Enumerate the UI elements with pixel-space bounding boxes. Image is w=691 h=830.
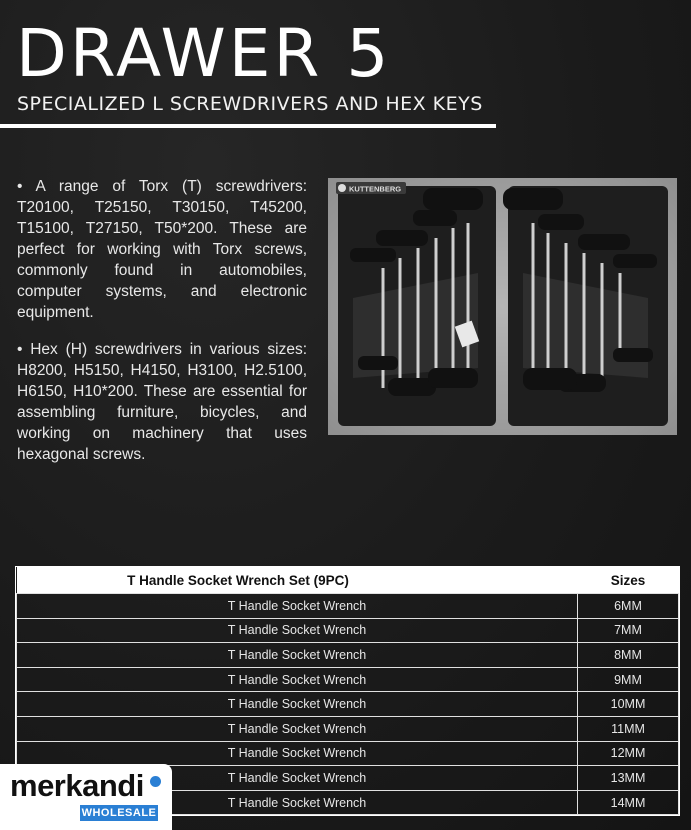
size-cell: 6MM [578,594,679,619]
table-row [17,692,679,717]
title-divider [0,124,496,128]
item-cell: T Handle Socket Wrench [17,790,578,815]
item-cell: T Handle Socket Wrench [17,692,578,717]
size-cell: 13MM [578,766,679,791]
table-row [17,667,679,692]
torx-description: • A range of Torx (T) screwdrivers: T20100, T25150, T30150, T45200, T15100, T27150, T50*200. These are perfect for working with Torx screws, commonly found in automobiles, computer systems, and electronic equipment. [17,178,307,321]
watermark-dot-icon [150,776,161,787]
brand-label: KUTTENBERG [349,184,402,194]
size-cell: 10MM [578,692,679,717]
table-row [17,643,679,668]
table-header-row [17,567,679,594]
watermark-name: merkandi [10,768,144,803]
page-subtitle: SPECIALIZED L SCREWDRIVERS AND HEX KEYS [17,93,483,115]
size-cell: 14MM [578,790,679,815]
item-cell: T Handle Socket Wrench [17,594,578,619]
item-cell: T Handle Socket Wrench [17,716,578,741]
tool-tray-illustration [328,178,677,435]
table-row [17,741,679,766]
table-row [17,618,679,643]
watermark-badge: WHOLESALE [81,807,157,819]
size-cell: 9MM [578,667,679,692]
column-header-sizes: Sizes [578,567,679,594]
table-row [17,716,679,741]
size-cell: 8MM [578,643,679,668]
item-cell: T Handle Socket Wrench [17,643,578,668]
table-row [17,594,679,619]
size-cell: 7MM [578,618,679,643]
merkandi-watermark [0,764,172,830]
size-cell: 12MM [578,741,679,766]
description [17,176,307,481]
hex-description: • Hex (H) screwdrivers in various sizes: H8200, H5150, H4150, H3100, H2.5100, H6150, H10*200. These are essential for assembling furniture, bicycles, and working on machinery that uses hexagonal screws. [17,341,307,463]
page-title: DRAWER 5 [16,15,392,92]
item-cell: T Handle Socket Wrench [17,741,578,766]
size-cell: 11MM [578,716,679,741]
column-header-item: T Handle Socket Wrench Set (9PC) [17,567,578,594]
item-cell: T Handle Socket Wrench [17,766,578,791]
item-cell: T Handle Socket Wrench [17,667,578,692]
item-cell: T Handle Socket Wrench [17,618,578,643]
product-photo [328,178,677,435]
